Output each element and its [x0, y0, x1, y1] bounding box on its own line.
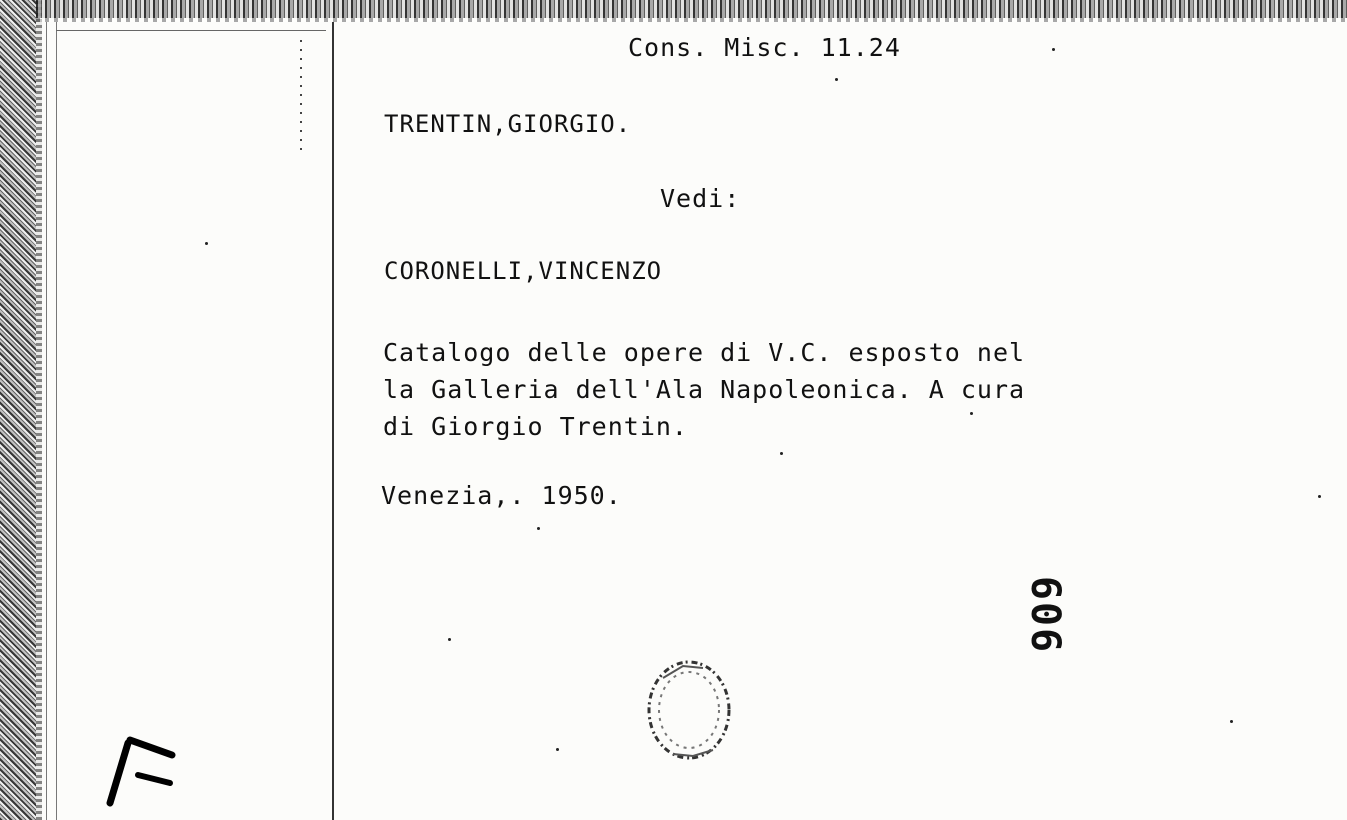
speck — [448, 638, 451, 641]
card-heading: TRENTIN,GIORGIO. — [384, 110, 632, 138]
speck — [835, 78, 838, 81]
handwritten-mark — [100, 735, 180, 815]
title-description — [383, 334, 1025, 445]
speck — [537, 527, 540, 530]
card-top-edge — [36, 0, 1347, 18]
speck — [205, 242, 208, 245]
author-name: CORONELLI,VINCENZO — [384, 257, 663, 285]
speck — [780, 452, 783, 455]
see-reference-label: Vedi: — [660, 184, 741, 213]
library-seal-stamp — [643, 658, 735, 762]
card-left-edge — [0, 0, 36, 820]
speck — [970, 412, 973, 415]
inventory-stamp-number: 606 — [1022, 575, 1069, 655]
card-left-edge-shadow — [36, 0, 42, 820]
margin-rule-left-2 — [56, 22, 57, 820]
speck — [1230, 720, 1233, 723]
speck — [1318, 495, 1321, 498]
speck — [556, 748, 559, 751]
place-and-date: Venezia,. 1950. — [381, 481, 622, 510]
description-line: la Galleria dell'Ala Napoleonica. A cura — [383, 375, 1026, 404]
perforation-dots — [300, 40, 302, 150]
margin-rule-right — [332, 22, 334, 820]
call-number: Cons. Misc. 11.24 — [628, 33, 901, 62]
description-line: Catalogo delle opere di V.C. esposto nel — [383, 338, 1026, 367]
card-top-edge-shadow — [36, 18, 1347, 22]
speck — [1052, 48, 1055, 51]
margin-rule-left — [46, 22, 47, 820]
description-line: di Giorgio Trentin. — [383, 412, 688, 441]
top-margin-line — [56, 30, 326, 31]
